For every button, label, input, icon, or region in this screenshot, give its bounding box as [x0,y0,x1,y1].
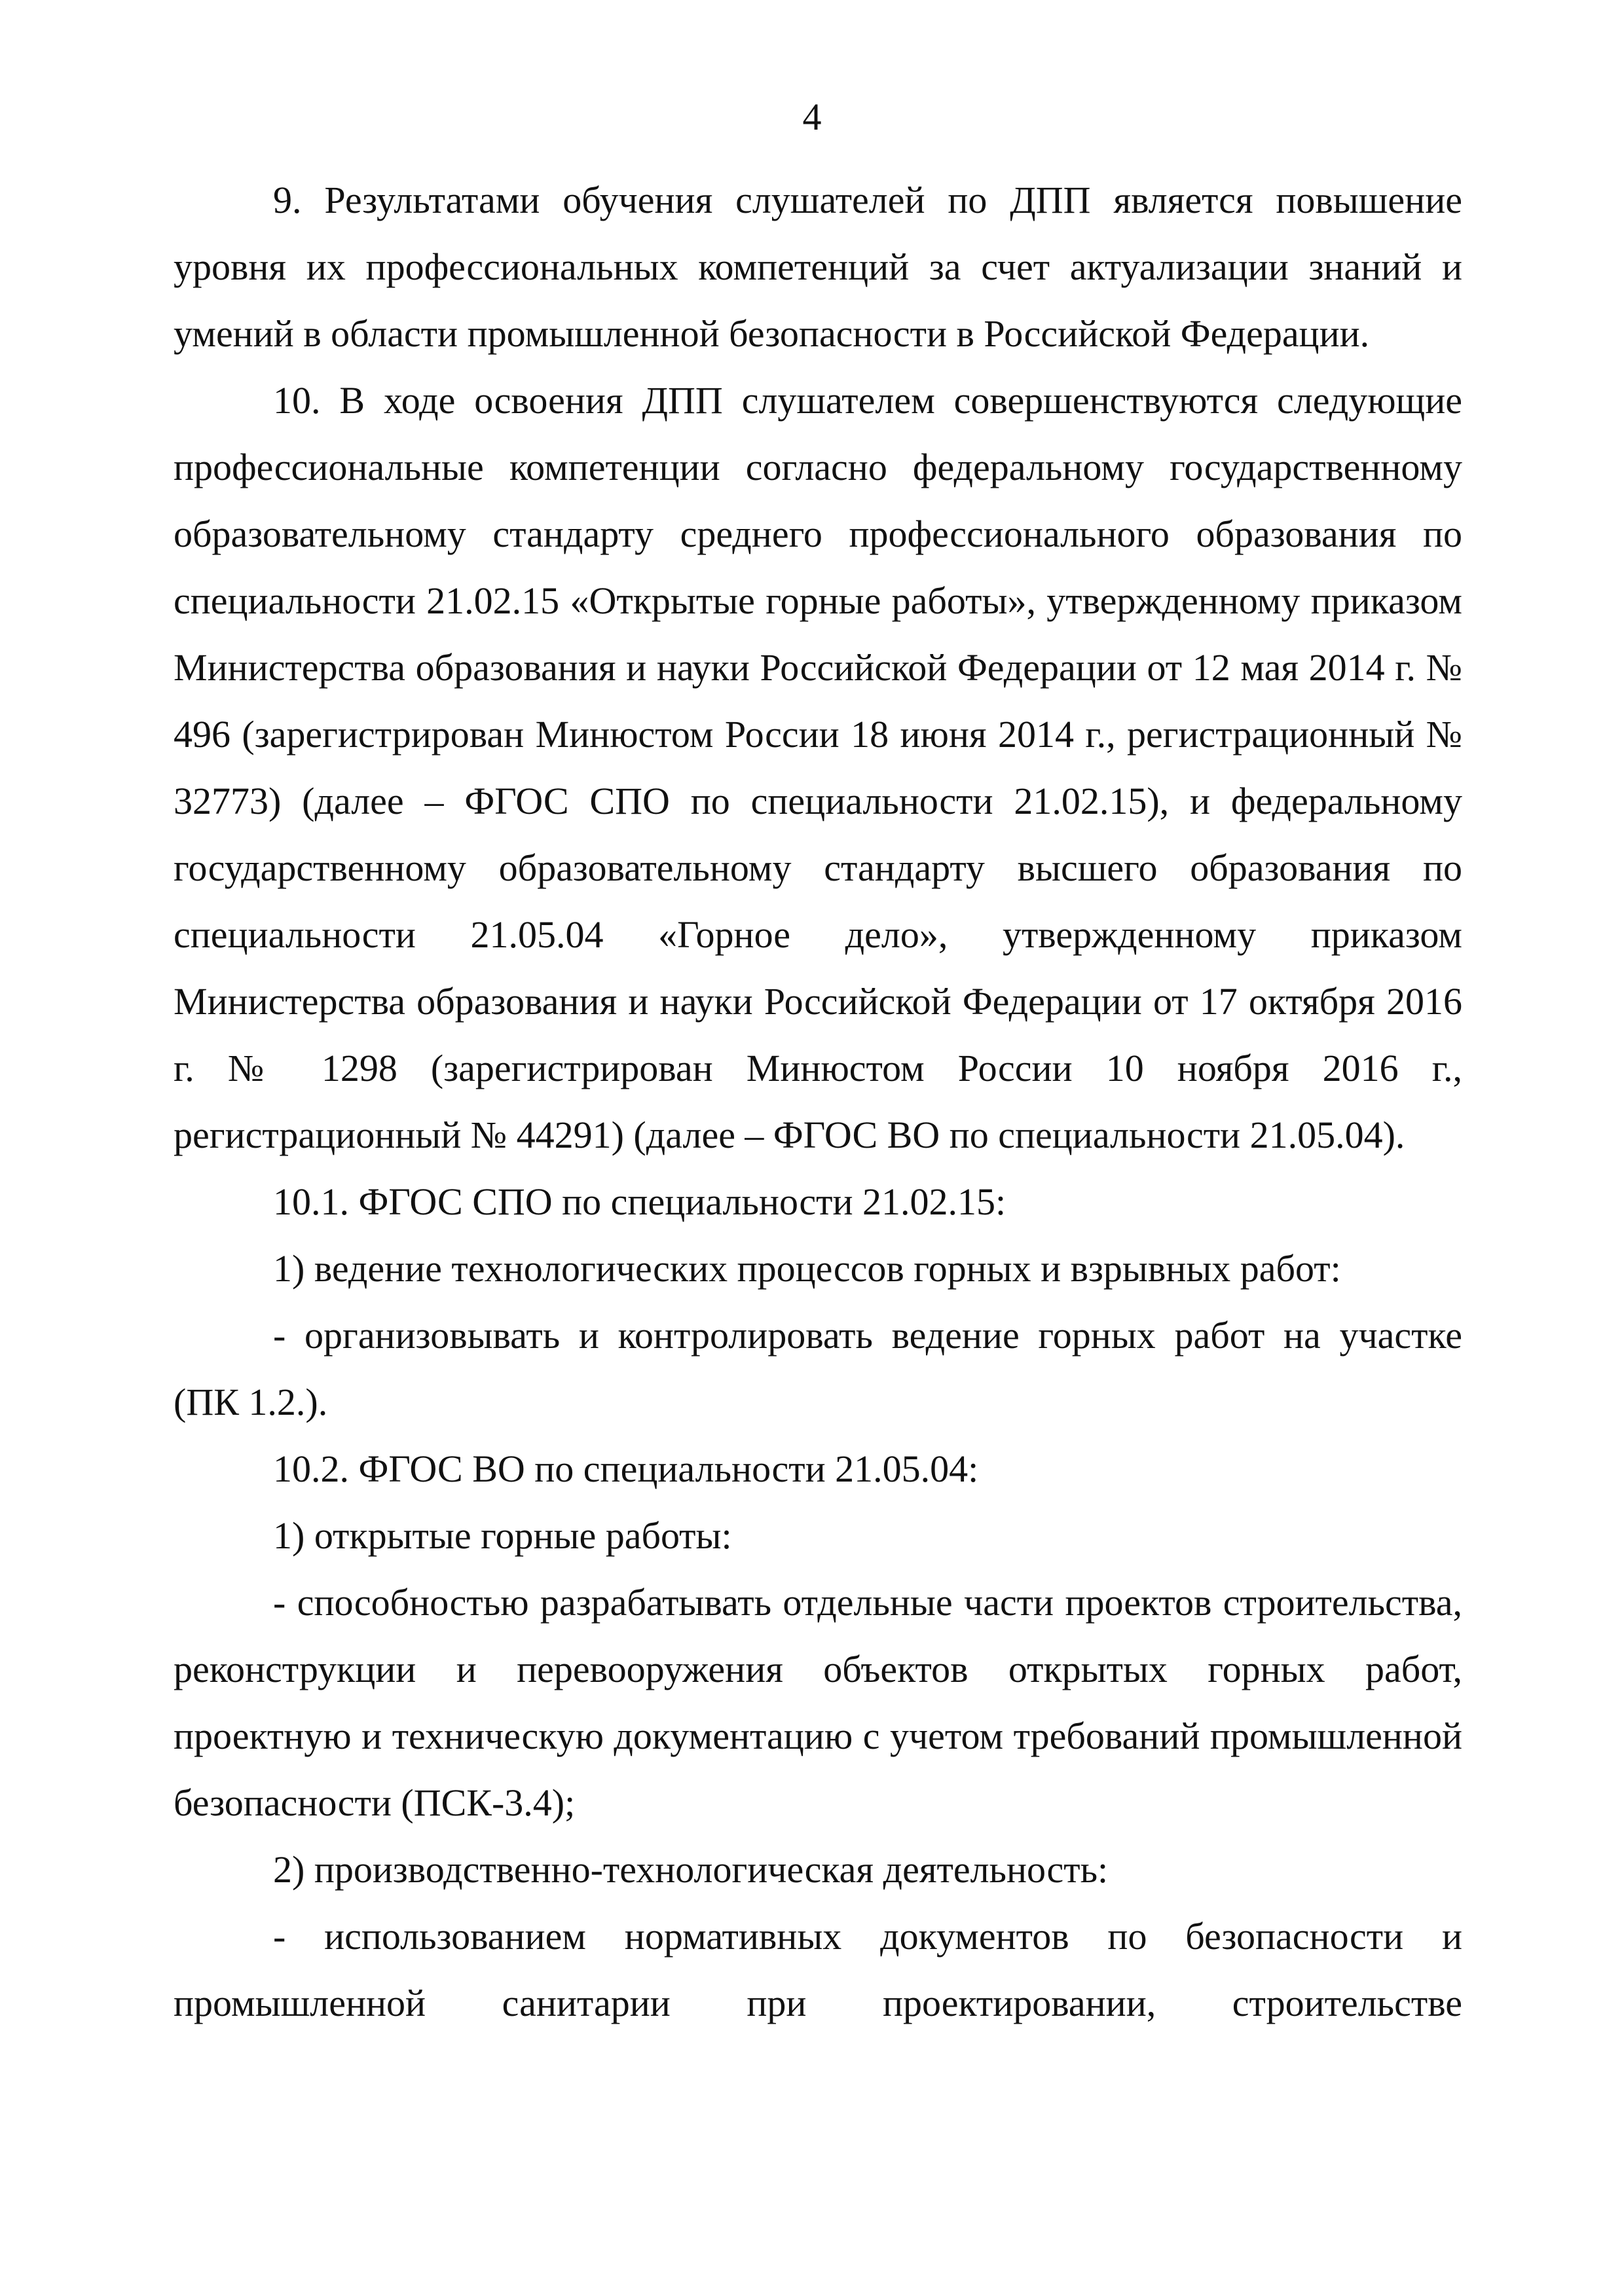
paragraph-10-2-item-2-dash: - использованием нормативных документов по безопасности и промышленной санитарии при проектировании, строительстве [174,1915,1462,2024]
page-number: 4 [802,96,822,138]
paragraph-10-1: 10.1. ФГОС СПО по специальности 21.02.15: [273,1180,1006,1223]
paragraph-10-2-item-2: 2) производственно-технологическая деятельность: [273,1848,1109,1891]
paragraph-10-1-item-1: 1) ведение технологических процессов горных и взрывных работ: [273,1247,1341,1290]
paragraph-10-2-item-1-dash: - способностью разрабатывать отдельные части проектов строительства, реконструкции и перевооружения объектов открытых горных работ, проектную и техническую документацию с учетом требований промышленной безопасности (ПСК-3.4); [174,1581,1462,1824]
paragraph-10-2: 10.2. ФГОС ВО по специальности 21.05.04: [273,1448,979,1490]
paragraph-10-1-item-1-dash: - организовывать и контролировать ведение горных работ на участке (ПК 1.2.). [174,1314,1462,1423]
paragraph-10: 10. В ходе освоения ДПП слушателем совершенствуются следующие профессиональные компетенции согласно федеральному государственному образовательному стандарту среднего профессионального образования по специальности 21.02.15 «Открытые горные работы», утвержденному приказом Министерства образования и науки Российской Федерации от 12 мая 2014 г. № 496 (зарегистрирован Минюстом России 18 июня 2014 г., регистрационный № 32773) (далее – ФГОС СПО по специальности 21.02.15), и федеральному государственному образовательному стандарту высшего образования по специальности 21.05.04 «Горное дело», утвержденному приказом Министерства образования и науки Российской Федерации от 17 октября 2016 г. № 1298 (зарегистрирован Минюстом России 10 ноября 2016 г., регистрационный № 44291) (далее – ФГОС ВО по специальности 21.05.04). [174,379,1462,1156]
paragraph-10-2-item-1: 1) открытые горные работы: [273,1514,732,1557]
document-body [174,167,1462,2037]
paragraph-9: 9. Результатами обучения слушателей по ДПП является повышение уровня их профессиональных компетенций за счет актуализации знаний и умений в области промышленной безопасности в Российской Федерации. [174,179,1462,355]
